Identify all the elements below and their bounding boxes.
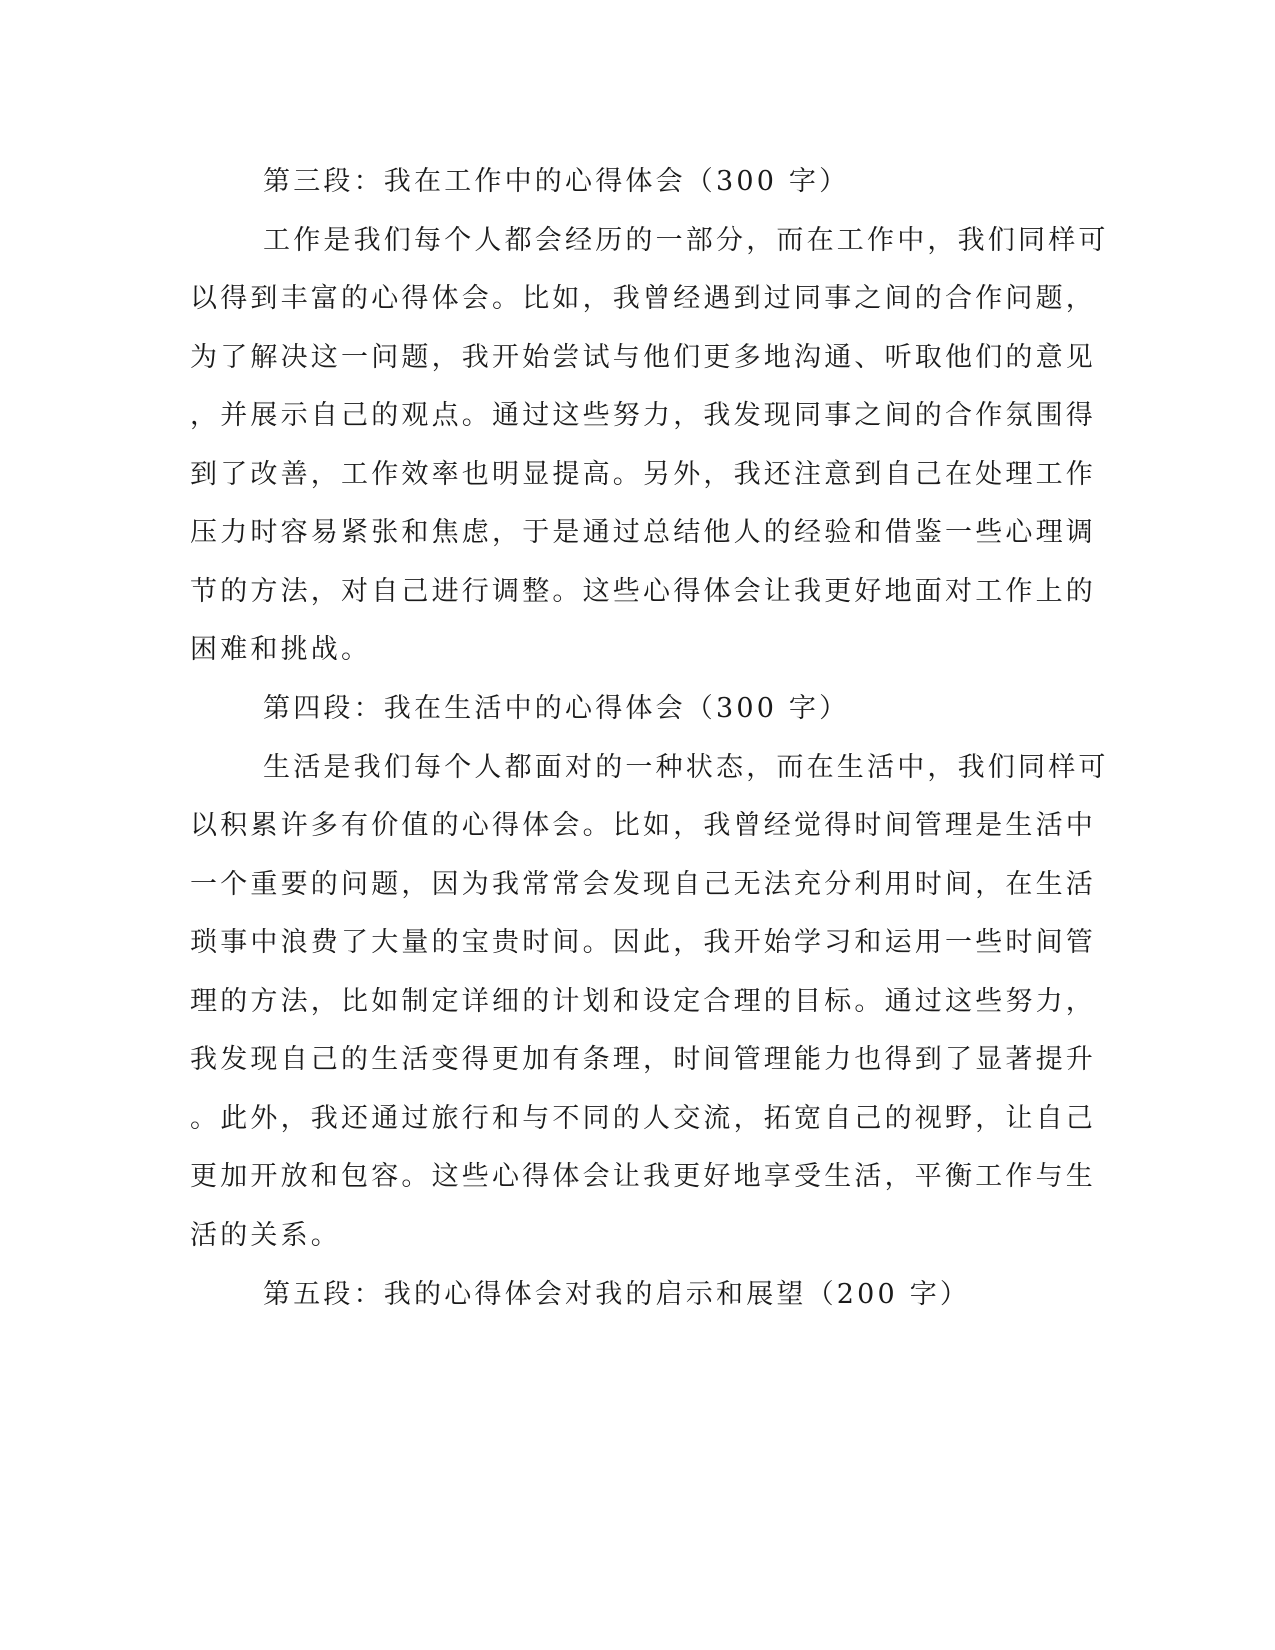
paragraph-line: 活的关系。: [190, 1220, 341, 1251]
paragraph-line: 困难和挑战。: [190, 634, 372, 665]
paragraph-line: 工作是我们每个人都会经历的一部分，而在工作中，我们同样可: [263, 225, 1109, 256]
heading-section-3: 第三段：我在工作中的心得体会（300 字）: [263, 166, 850, 197]
paragraph-line: 理的方法，比如制定详细的计划和设定合理的目标。通过这些努力，: [190, 986, 1096, 1017]
paragraph-line: 生活是我们每个人都面对的一种状态，而在生活中，我们同样可: [263, 752, 1109, 783]
paragraph-line: 以得到丰富的心得体会。比如，我曾经遇到过同事之间的合作问题，: [190, 283, 1096, 314]
paragraph-line: 一个重要的问题，因为我常常会发现自己无法充分利用时间，在生活: [190, 869, 1096, 900]
paragraph-line: 。此外，我还通过旅行和与不同的人交流，拓宽自己的视野，让自己: [190, 1103, 1096, 1134]
paragraph-line: 压力时容易紧张和焦虑，于是通过总结他人的经验和借鉴一些心理调: [190, 517, 1096, 548]
paragraph-line: ，并展示自己的观点。通过这些努力，我发现同事之间的合作氛围得: [190, 400, 1096, 431]
paragraph-line: 琐事中浪费了大量的宝贵时间。因此，我开始学习和运用一些时间管: [190, 927, 1096, 958]
paragraph-line: 以积累许多有价值的心得体会。比如，我曾经觉得时间管理是生活中: [190, 810, 1096, 841]
paragraph-line: 到了改善，工作效率也明显提高。另外，我还注意到自己在处理工作: [190, 459, 1096, 490]
paragraph-line: 我发现自己的生活变得更加有条理，时间管理能力也得到了显著提升: [190, 1044, 1096, 1075]
paragraph-line: 节的方法，对自己进行调整。这些心得体会让我更好地面对工作上的: [190, 576, 1096, 607]
heading-section-4: 第四段：我在生活中的心得体会（300 字）: [263, 693, 850, 724]
paragraph-line: 为了解决这一问题，我开始尝试与他们更多地沟通、听取他们的意见: [190, 342, 1096, 373]
heading-section-5: 第五段：我的心得体会对我的启示和展望（200 字）: [263, 1279, 971, 1310]
paragraph-line: 更加开放和包容。这些心得体会让我更好地享受生活，平衡工作与生: [190, 1161, 1096, 1192]
